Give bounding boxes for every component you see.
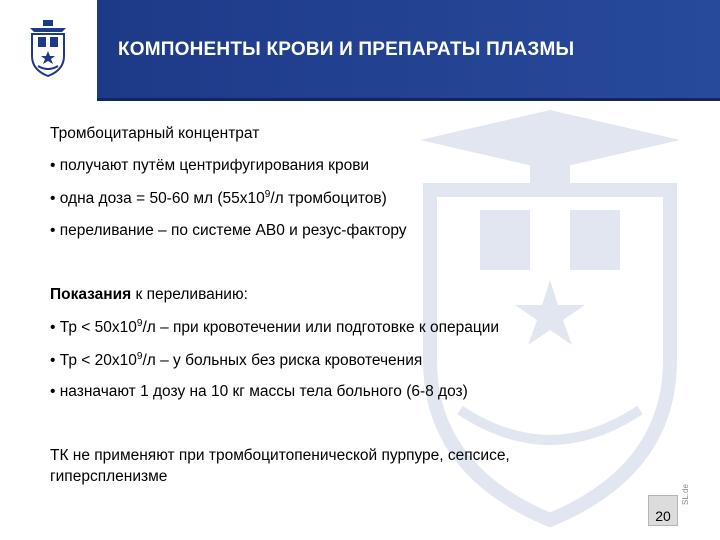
note-line <box>50 468 167 486</box>
list-item-text: одна доза = 50-60 мл (55х10 <box>59 190 265 208</box>
indications-heading <box>50 286 248 304</box>
superscript: 9 <box>136 351 143 362</box>
list-item <box>50 383 468 401</box>
bullet: • <box>50 190 56 208</box>
bullet: • <box>50 383 56 400</box>
heading-text: Тромбоцитарный концентрат <box>50 125 260 142</box>
list-item <box>50 157 369 175</box>
header-logo-area <box>0 0 97 101</box>
list-item-text: назначают 1 дозу на 10 кг массы тела больного (6-8 доз) <box>59 383 468 400</box>
note-line <box>50 447 510 465</box>
bullet: • <box>50 319 56 337</box>
bullet: • <box>50 222 56 239</box>
list-item-text: /л – у больных без риска кровотечения <box>142 352 423 370</box>
slide-title: КОМПОНЕНТЫ КРОВИ И ПРЕПАРАТЫ ПЛАЗМЫ <box>118 39 575 60</box>
bullet: • <box>50 157 56 174</box>
page-number: 20 <box>648 495 678 526</box>
list-item <box>50 222 407 240</box>
list-item-text: Тр < 50х10 <box>59 319 137 337</box>
slide-tag: SL.de <box>681 484 690 505</box>
list-item-text: /л – при кровотечении или подготовке к операции <box>142 319 500 337</box>
note-text: ТК не применяют при тромбоцитопенической пурпуре, сепсисе, <box>50 447 510 464</box>
superscript: 9 <box>264 189 271 200</box>
content-heading <box>50 125 259 143</box>
bullet: • <box>50 352 56 370</box>
list-item-text: /л тромбоцитов) <box>270 190 387 208</box>
indications-heading-bold: Показания <box>50 286 132 303</box>
note-text: гиперспленизме <box>50 468 168 485</box>
list-item <box>50 351 422 370</box>
university-crest-icon <box>24 20 72 78</box>
list-item-text: Тр < 20х10 <box>59 352 137 370</box>
superscript: 9 <box>136 318 143 329</box>
header-shadow <box>97 98 720 101</box>
indications-heading-rest: к переливанию: <box>131 286 248 303</box>
list-item <box>50 318 499 337</box>
list-item <box>50 189 387 208</box>
list-item-text: переливание – по системе АВ0 и резус-фактору <box>59 222 407 239</box>
list-item-text: получают путём центрифугирования крови <box>59 157 370 174</box>
